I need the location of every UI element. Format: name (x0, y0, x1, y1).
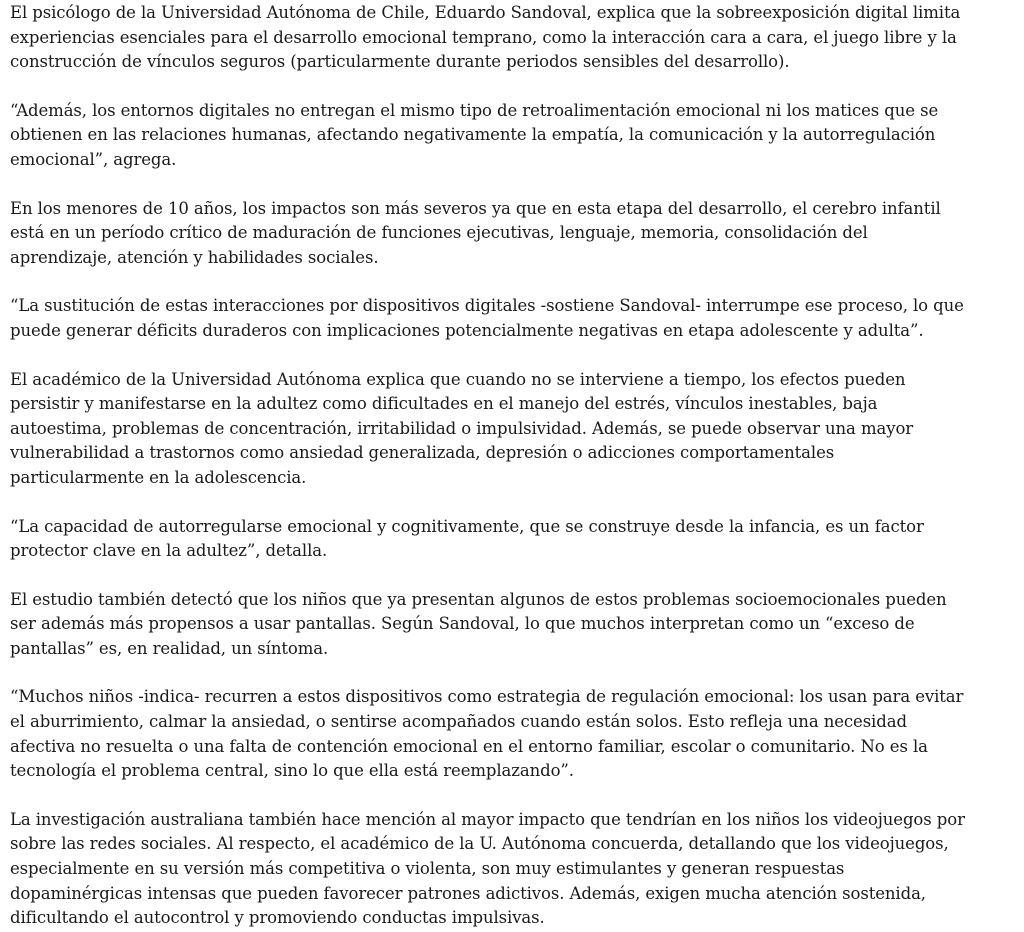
paragraph-5: El académico de la Universidad Autónoma explica que cuando no se interviene a tiempo, los efectos pueden persistir y manifestarse en la adultez como dificultades en el manejo del estrés, vínculos inestables, baja autoestima, problemas de concentración, irritabilidad o impulsividad. Además, se puede observar una mayor vulnerabilidad a trastornos como ansiedad generalizada, depresión o adicciones comportamentales particularmente en la adolescencia. (10, 369, 914, 487)
paragraph-1: El psicólogo de la Universidad Autónoma de Chile, Eduardo Sandoval, explica que la sobreexposición digital limita experiencias esenciales para el desarrollo emocional temprano, como la interacción cara a cara, el juego libre y la construcción de vínculos seguros (particularmente durante periodos sensibles del desarrollo). (10, 3, 961, 72)
paragraph-2: “Además, los entornos digitales no entregan el mismo tipo de retroalimentación emocional ni los matices que se obtienen en las relaciones humanas, afectando negativamente la empatía, la comunicación y la autorregulación emocional”, agrega. (10, 100, 939, 169)
paragraph-4: “La sustitución de estas interacciones por dispositivos digitales -sostiene Sandoval- interrumpe ese proceso, lo que puede generar déficits duraderos con implicaciones potencialmente negativas en etapa adolescente y adulta”. (10, 296, 964, 340)
paragraph-3: En los menores de 10 años, los impactos son más severos ya que en esta etapa del desarrollo, el cerebro infantil está en un período crítico de maduración de funciones ejecutivas, lenguaje, memoria, consolidación del aprendizaje, atención y habilidades sociales. (10, 198, 941, 267)
article-body (10, 0, 1014, 931)
paragraph-9: La investigación australiana también hace mención al mayor impacto que tendrían en los niños los videojuegos por sobre las redes sociales. Al respecto, el académico de la U. Autónoma concuerda, detallando que los videojuegos, especialmente en su versión más competitiva o violenta, son muy estimulantes y generan respuestas dopaminérgicas intensas que pueden favorecer patrones adictivos. Además, exigen mucha atención sostenida, dificultando el autocontrol y promoviendo conductas impulsivas. (10, 809, 965, 928)
paragraph-6: “La capacidad de autorregularse emocional y cognitivamente, que se construye desde la infancia, es un factor protector clave en la adultez”, detalla. (10, 516, 924, 561)
paragraph-8: “Muchos niños -indica- recurren a estos dispositivos como estrategia de regulación emocional: los usan para evitar el aburrimiento, calmar la ansiedad, o sentirse acompañados cuando están solos. Esto refleja una necesidad afectiva no resuelta o una falta de contención emocional en el entorno familiar, escolar o comunitario. No es la tecnología el problema central, sino lo que ella está reemplazando”. (10, 687, 964, 781)
paragraph-7: El estudio también detectó que los niños que ya presentan algunos de estos problemas socioemocionales pueden ser además más propensos a usar pantallas. Según Sandoval, lo que muchos interpretan como un “exceso de pantallas” es, en realidad, un síntoma. (10, 589, 947, 658)
